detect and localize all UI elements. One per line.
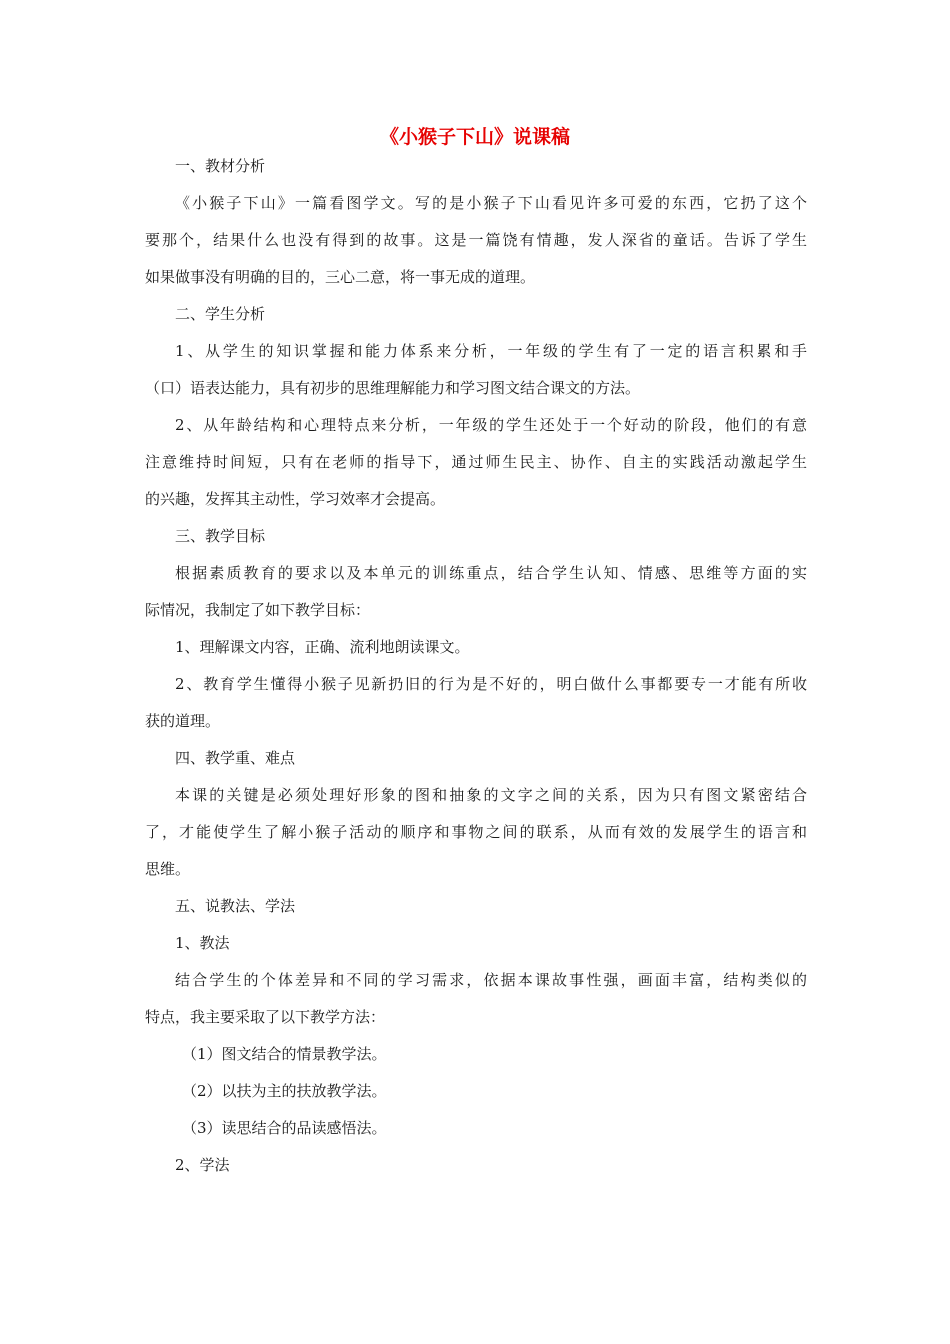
text-line: 三、教学目标 [175,527,266,545]
text-line: 一、教材分析 [175,157,266,175]
text-line: （2）以扶为主的扶放教学法。 [182,1082,387,1100]
text-line: 根据素质教育的要求以及本单元的训练重点，结合学生认知、情感、思维等方面的实 [175,564,807,582]
text-line: （3）读思结合的品读感悟法。 [182,1119,387,1137]
text-line: 本课的关键是必须处理好形象的图和抽象的文字之间的关系，因为只有图文紧密结合 [175,786,807,804]
document-body [145,148,807,1184]
text-line: 五、说教法、学法 [175,897,296,915]
text-line: 四、教学重、难点 [175,749,296,767]
document-title: 《小猴子下山》说课稿 [379,126,570,148]
text-line: 2、从年龄结构和心理特点来分析，一年级的学生还处于一个好动的阶段，他们的有意 [175,416,807,434]
text-line: 《小猴子下山》一篇看图学文。写的是小猴子下山看见许多可爱的东西，它扔了这个 [175,194,807,212]
text-line: 际情况，我制定了如下教学目标： [145,601,371,619]
text-line: 2、学法 [175,1156,230,1174]
text-line: 要那个，结果什么也没有得到的故事。这是一篇饶有情趣，发人深省的童话。告诉了学生 [145,231,807,249]
text-line: （1）图文结合的情景教学法。 [182,1045,387,1063]
text-line: 思维。 [145,860,191,878]
text-line: 1、教法 [175,934,230,952]
text-line: （口）语表达能力，具有初步的思维理解能力和学习图文结合课文的方法。 [145,379,641,397]
text-line: 1、从学生的知识掌握和能力体系来分析，一年级的学生有了一定的语言积累和手 [175,342,807,360]
text-line: 结合学生的个体差异和不同的学习需求，依据本课故事性强，画面丰富，结构类似的 [175,971,807,989]
text-line: 的兴趣，发挥其主动性，学习效率才会提高。 [145,490,446,508]
text-line: 了，才能使学生了解小猴子活动的顺序和事物之间的联系，从而有效的发展学生的语言和 [145,823,807,841]
text-line: 获的道理。 [145,712,221,730]
text-line: 1、理解课文内容，正确、流利地朗读课文。 [175,638,470,656]
text-line: 如果做事没有明确的目的，三心二意，将一事无成的道理。 [145,268,536,286]
text-line: 注意维持时间短，只有在老师的指导下，通过师生民主、协作、自主的实践活动激起学生 [145,453,807,471]
text-line: 特点，我主要采取了以下教学方法： [145,1008,386,1026]
text-line: 二、学生分析 [175,305,266,323]
text-line: 2、教育学生懂得小猴子见新扔旧的行为是不好的，明白做什么事都要专一才能有所收 [175,675,807,693]
